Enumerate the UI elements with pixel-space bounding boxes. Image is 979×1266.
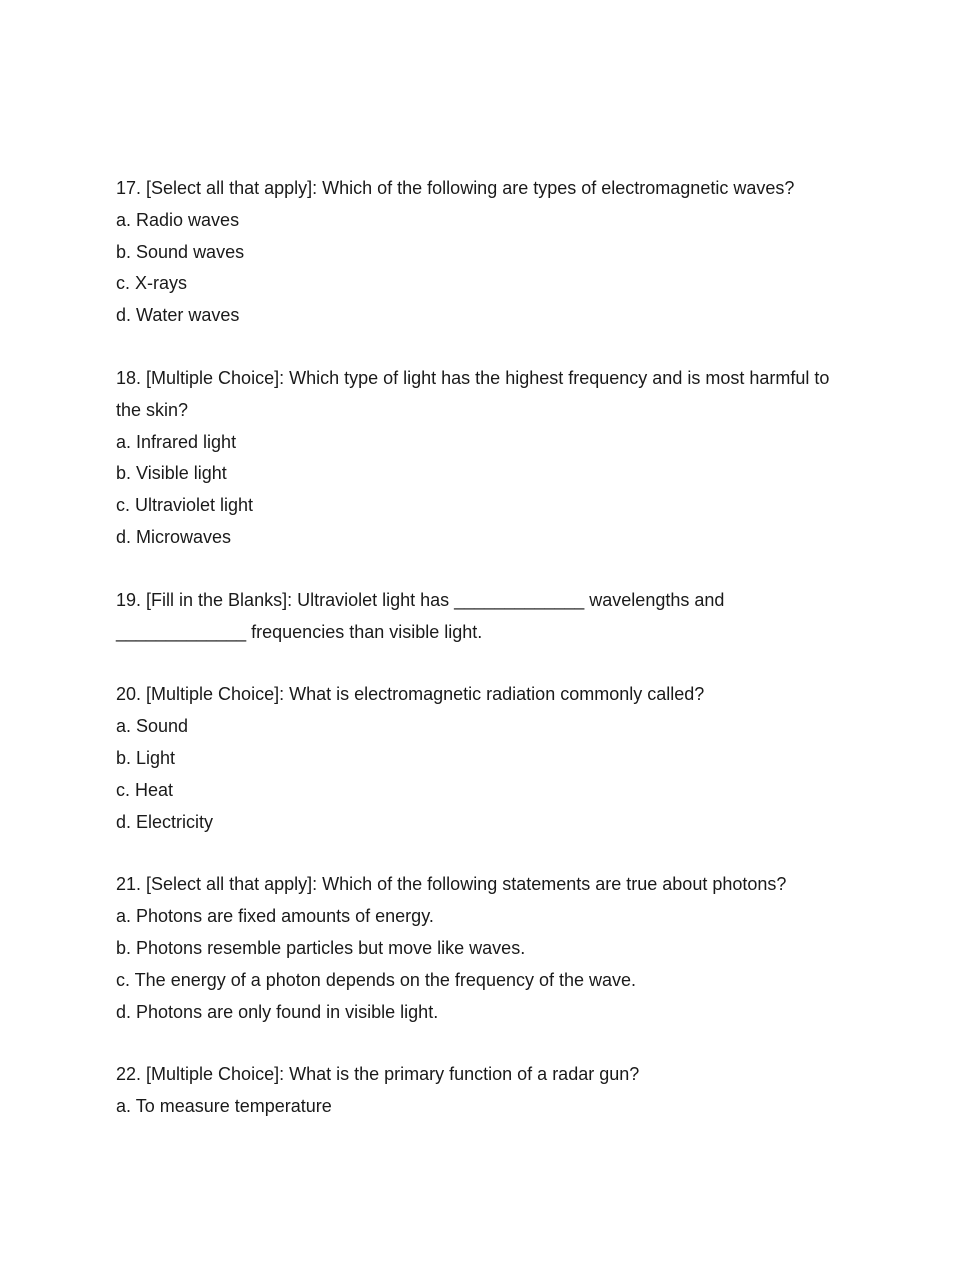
question-prompt: 19. [Fill in the Blanks]: Ultraviolet light has _____________ wavelengths and <box>116 589 725 610</box>
answer-option: a. To measure temperature <box>116 1096 332 1117</box>
question-prompt: 17. [Select all that apply]: Which of the following are types of electromagnetic waves? <box>116 178 795 198</box>
answer-option: a. Infrared light <box>116 431 237 452</box>
question-prompt-continued: the skin? <box>116 399 189 420</box>
question-21 <box>116 869 856 1028</box>
question-17 <box>116 173 856 332</box>
answer-option: a. Sound <box>116 716 189 737</box>
question-18 <box>116 363 856 554</box>
answer-option: c. Ultraviolet light <box>116 495 254 516</box>
answer-option: d. Microwaves <box>116 526 232 547</box>
question-prompt: 18. [Multiple Choice]: Which type of light has the highest frequency and is most harmful to <box>116 367 830 388</box>
answer-option: c. Heat <box>116 779 174 800</box>
answer-option: a. Radio waves <box>116 209 240 230</box>
answer-option: c. X-rays <box>116 273 188 294</box>
answer-option: a. Photons are fixed amounts of energy. <box>116 906 434 927</box>
question-20 <box>116 679 856 838</box>
answer-option: b. Sound waves <box>116 241 245 262</box>
answer-option: d. Photons are only found in visible light. <box>116 1001 439 1022</box>
answer-option: b. Light <box>116 747 176 768</box>
answer-option: b. Visible light <box>116 463 227 484</box>
question-list <box>116 173 856 1154</box>
question-19 <box>116 585 856 649</box>
answer-option: c. The energy of a photon depends on the frequency of the wave. <box>116 969 637 990</box>
question-prompt-continued: _____________ frequencies than visible light. <box>116 621 483 642</box>
question-prompt: 21. [Select all that apply]: Which of the following statements are true about photons? <box>116 874 787 895</box>
question-prompt: 20. [Multiple Choice]: What is electromagnetic radiation commonly called? <box>116 684 705 705</box>
answer-option: d. Electricity <box>116 811 214 832</box>
answer-option: b. Photons resemble particles but move like waves. <box>116 937 526 958</box>
question-prompt: 22. [Multiple Choice]: What is the primary function of a radar gun? <box>116 1064 640 1085</box>
answer-option: d. Water waves <box>116 305 240 326</box>
question-22 <box>116 1059 856 1123</box>
